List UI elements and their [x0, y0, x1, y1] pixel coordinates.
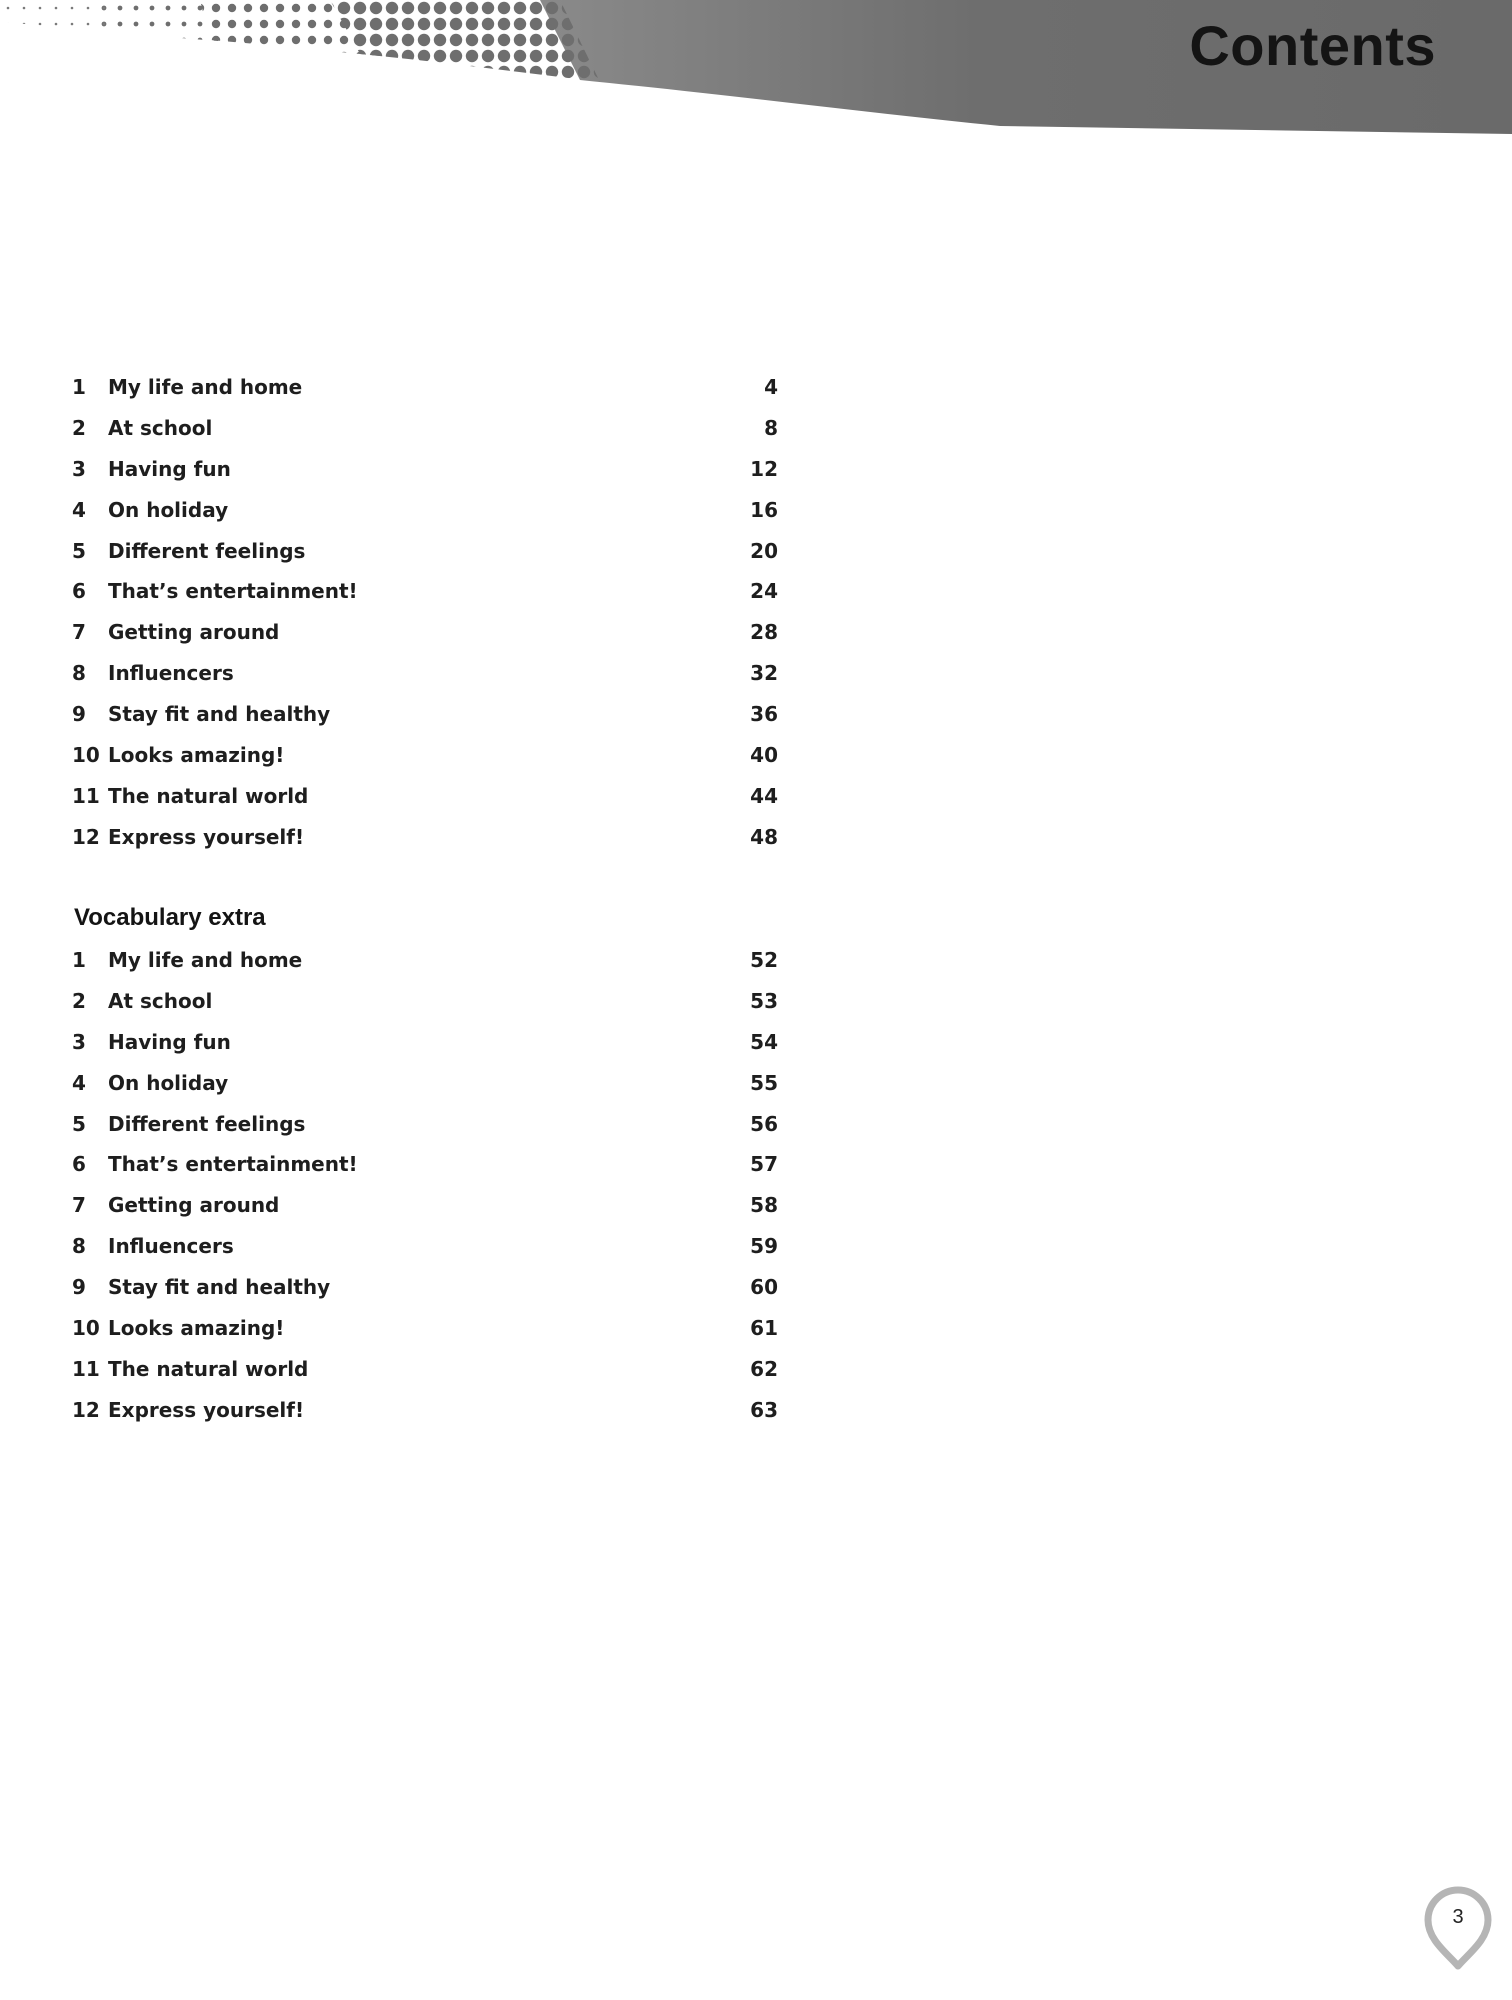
page-reference: 61 [750, 1316, 778, 1341]
unit-title: The natural world [108, 783, 309, 808]
page-reference: 28 [750, 620, 778, 645]
unit-number: 10 [72, 1316, 100, 1341]
contents-entry [72, 1104, 778, 1145]
contents-entry [72, 1308, 778, 1349]
unit-number: 2 [72, 988, 86, 1013]
unit-number: 5 [72, 1111, 86, 1136]
unit-title: Different feelings [108, 538, 306, 563]
unit-title: Express yourself! [108, 1397, 305, 1422]
page-reference: 44 [750, 783, 778, 808]
unit-number: 1 [72, 948, 86, 972]
contents-entry [72, 776, 778, 817]
contents-entry [72, 571, 778, 612]
page-reference: 63 [750, 1397, 778, 1422]
contents-entry [72, 817, 778, 858]
page-title: Contents [1189, 14, 1436, 77]
unit-number: 10 [72, 743, 100, 768]
header-banner [0, 0, 1512, 140]
contents-entry [72, 1185, 778, 1226]
unit-title: At school [108, 415, 213, 440]
vocabulary-extra-heading: Vocabulary extra [74, 904, 266, 931]
unit-title: Looks amazing! [108, 1316, 285, 1341]
unit-number: 8 [72, 661, 86, 686]
unit-title: Looks amazing! [108, 743, 285, 768]
units-contents-list [72, 367, 778, 858]
contents-entry [72, 449, 778, 490]
unit-number: 4 [72, 1070, 86, 1095]
page-reference: 36 [750, 702, 778, 727]
unit-number: 1 [72, 375, 86, 399]
page-reference: 52 [750, 948, 778, 972]
unit-title: At school [108, 988, 213, 1013]
page-reference: 4 [764, 375, 778, 399]
page-reference: 16 [750, 497, 778, 522]
unit-title: Getting around [108, 620, 280, 645]
unit-number: 8 [72, 1234, 86, 1259]
page-reference: 59 [750, 1234, 778, 1259]
unit-title: That’s entertainment! [108, 579, 358, 604]
page-reference: 40 [750, 743, 778, 768]
contents-entry [72, 1063, 778, 1104]
contents-entry [72, 1226, 778, 1267]
unit-number: 5 [72, 538, 86, 563]
contents-entry [72, 1267, 778, 1308]
unit-number: 9 [72, 702, 86, 727]
contents-entry [72, 531, 778, 572]
page-reference: 60 [750, 1275, 778, 1300]
unit-number: 6 [72, 1152, 86, 1177]
contents-entry [72, 1390, 778, 1431]
page-number: 3 [1452, 1906, 1464, 1928]
contents-entry [72, 367, 778, 408]
unit-title: Influencers [108, 1234, 234, 1259]
page-reference: 20 [750, 538, 778, 563]
page-reference: 62 [750, 1356, 778, 1381]
contents-entry [72, 940, 778, 981]
unit-number: 12 [72, 824, 100, 849]
unit-number: 2 [72, 415, 86, 440]
contents-entry [72, 1144, 778, 1185]
unit-title: Getting around [108, 1193, 280, 1218]
unit-title: On holiday [108, 497, 229, 522]
vocabulary-extra-list [72, 940, 778, 1431]
unit-title: Stay fit and healthy [108, 702, 331, 727]
page-reference: 8 [764, 415, 778, 440]
contents-entry [72, 981, 778, 1022]
unit-title: That’s entertainment! [108, 1152, 358, 1177]
page-reference: 24 [750, 579, 778, 604]
unit-title: My life and home [108, 948, 303, 972]
contents-entry [72, 408, 778, 449]
page-reference: 53 [750, 988, 778, 1013]
unit-number: 6 [72, 579, 86, 604]
page-reference: 56 [750, 1111, 778, 1136]
unit-title: My life and home [108, 375, 303, 399]
contents-entry [72, 490, 778, 531]
unit-title: Express yourself! [108, 824, 305, 849]
page-reference: 54 [750, 1029, 778, 1054]
unit-title: On holiday [108, 1070, 229, 1095]
page-reference: 55 [750, 1070, 778, 1095]
contents-entry [72, 735, 778, 776]
unit-title: The natural world [108, 1356, 309, 1381]
unit-number: 9 [72, 1275, 86, 1300]
page-reference: 57 [750, 1152, 778, 1177]
unit-number: 4 [72, 497, 86, 522]
unit-number: 7 [72, 620, 86, 645]
contents-entry [72, 694, 778, 735]
page-reference: 48 [750, 824, 778, 849]
unit-number: 7 [72, 1193, 86, 1218]
page-reference: 12 [750, 456, 778, 481]
unit-title: Stay fit and healthy [108, 1275, 331, 1300]
unit-title: Influencers [108, 661, 234, 686]
unit-number: 11 [72, 1356, 100, 1381]
contents-entry [72, 1349, 778, 1390]
page-reference: 58 [750, 1193, 778, 1218]
unit-title: Having fun [108, 1029, 231, 1054]
unit-number: 11 [72, 783, 100, 808]
unit-title: Having fun [108, 456, 231, 481]
page-number-badge [1420, 1880, 1496, 1972]
contents-entry [72, 1022, 778, 1063]
unit-number: 3 [72, 456, 86, 481]
unit-number: 12 [72, 1397, 100, 1422]
unit-title: Different feelings [108, 1111, 306, 1136]
contents-entry [72, 612, 778, 653]
unit-number: 3 [72, 1029, 86, 1054]
page-reference: 32 [750, 661, 778, 686]
contents-entry [72, 653, 778, 694]
